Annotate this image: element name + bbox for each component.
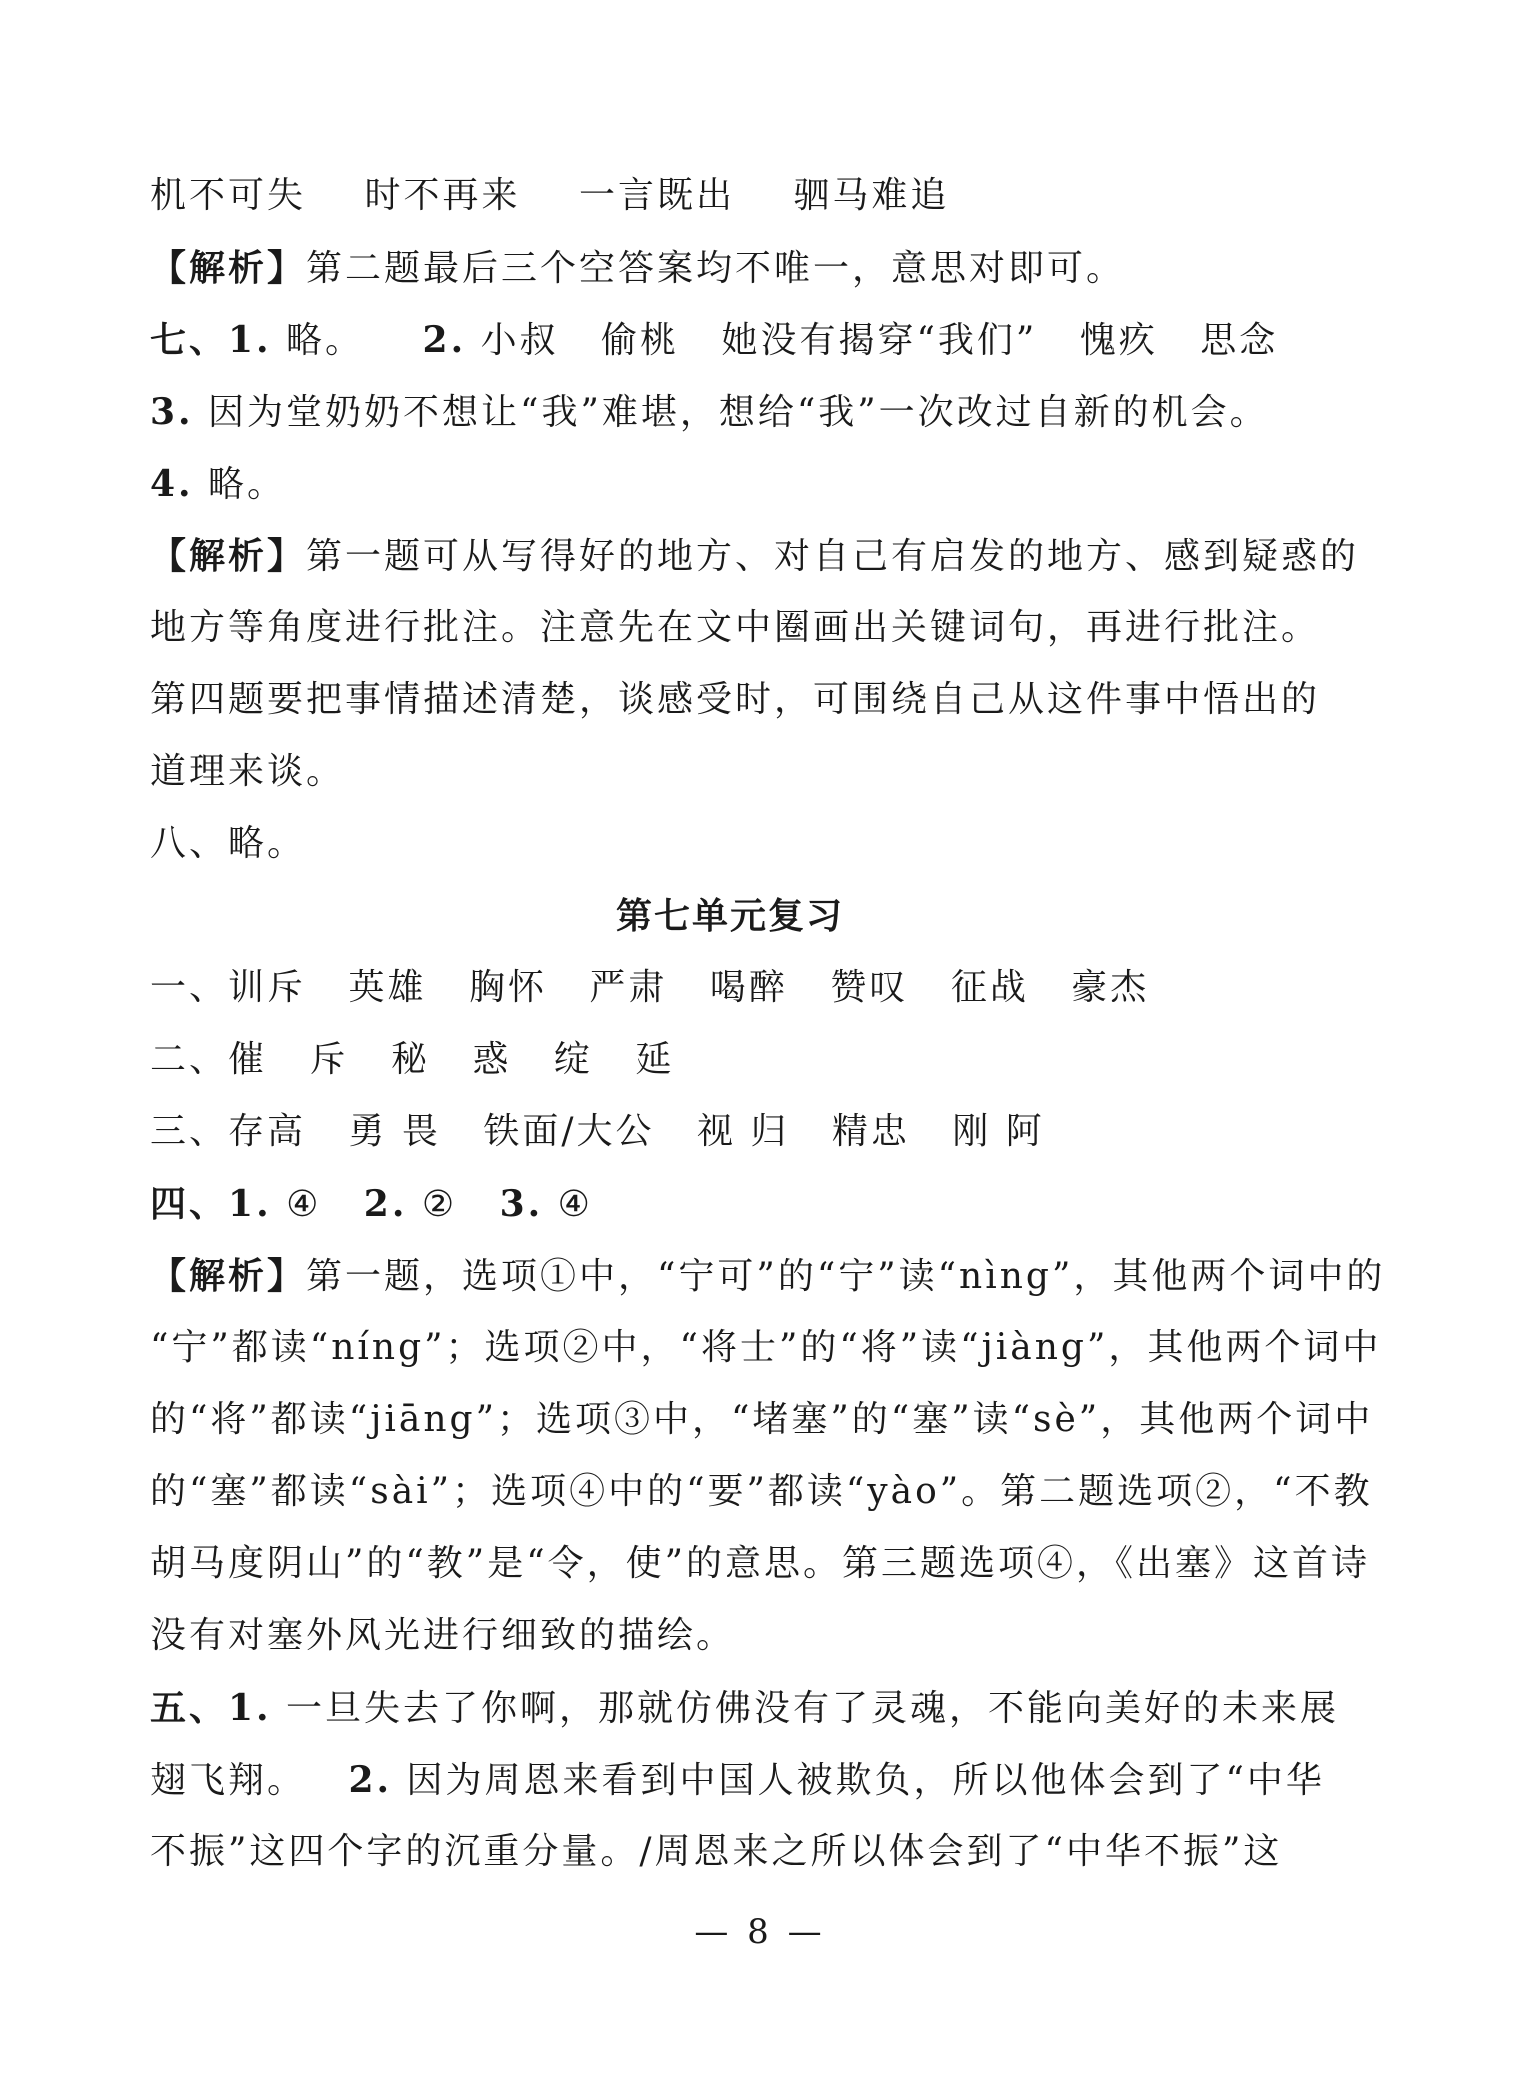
answer-item: 胸怀 — [468, 967, 547, 1008]
answer-text: 因为周恩来看到中国人被欺负，所以他体会到了“中华 — [406, 1760, 1325, 1801]
analysis-tag: 【解析】 — [150, 535, 307, 577]
section-heading: 第七单元复习 — [615, 895, 844, 937]
answer-text: 略。 — [208, 464, 287, 505]
answer-item: 严肃 — [589, 967, 668, 1008]
question-label: 四、 — [150, 1183, 229, 1225]
answer-item: 她没有揭穿“我们” — [721, 320, 1038, 361]
paragraph-line: 第四题要把事情描述清楚，谈感受时，可围绕自己从这件事中悟出的 — [150, 679, 1321, 720]
answer-line — [150, 376, 1310, 448]
paragraph-line: 地方等角度进行批注。注意先在文中圈画出关键词句，再进行批注。 — [150, 607, 1321, 648]
answer-item: 征战 — [950, 967, 1029, 1008]
analysis-text: 第一题可从写得好的地方、对自己有启发的地方、感到疑惑的 — [306, 536, 1360, 577]
answer-line-2 — [150, 1024, 1310, 1096]
answer-item: 绽 — [553, 1039, 593, 1080]
answer-item: 思念 — [1200, 320, 1279, 361]
analysis-text: 第一题，选项①中，“宁可”的“宁”读“nìng”，其他两个词中的 — [306, 1256, 1386, 1297]
answer-item: 视 归 — [696, 1111, 790, 1152]
idiom-1: 机不可失 — [150, 175, 307, 216]
answer-line — [150, 1744, 1325, 1816]
analysis-line — [150, 232, 1310, 304]
analysis-tag: 【解析】 — [150, 1255, 307, 1297]
question-number: 3. — [499, 1183, 544, 1225]
analysis-line — [150, 520, 1360, 592]
paragraph-line: 胡马度阴山”的“教”是“令，使”的意思。第三题选项④，《出塞》这首诗 — [150, 1543, 1371, 1584]
question-label: 4. — [150, 463, 194, 505]
answer-item: ④ — [286, 1184, 322, 1225]
analysis-line — [150, 1240, 1386, 1312]
paragraph-line: 不振”这四个字的沉重分量。/周恩来之所以体会到了“中华不振”这 — [150, 1831, 1283, 1872]
answer-item: 英雄 — [348, 967, 427, 1008]
question-label: 二、 — [150, 1039, 229, 1080]
analysis-text: 第二题最后三个空答案均不唯一，意思对即可。 — [306, 248, 1126, 289]
answer-line-3 — [150, 1096, 1310, 1168]
question-label: 一、 — [150, 967, 229, 1008]
answer-item: 斥 — [309, 1039, 349, 1080]
question-label: 七、1. — [150, 319, 272, 361]
analysis-tag: 【解析】 — [150, 247, 307, 289]
idiom-2: 时不再来 — [364, 175, 521, 216]
question-label: 2. — [422, 319, 467, 361]
answer-text: 翅飞翔。 — [150, 1760, 307, 1801]
answer-line-4 — [150, 1168, 1310, 1240]
question-label: 三、 — [150, 1111, 229, 1152]
answer-line — [150, 448, 1310, 520]
answer-text: 因为堂奶奶不想让“我”难堪，想给“我”一次改过自新的机会。 — [208, 392, 1269, 433]
paragraph-line: 的“塞”都读“sài”；选项④中的“要”都读“yào”。第二题选项②，“不教 — [150, 1471, 1373, 1512]
answer-item: 训斥 — [228, 967, 307, 1008]
answer-item: ④ — [557, 1184, 593, 1225]
answer-item: 勇 畏 — [348, 1111, 441, 1152]
answer-item: 延 — [635, 1039, 675, 1080]
paragraph-line: 没有对塞外风光进行细致的描绘。 — [150, 1615, 736, 1656]
question-label: 3. — [150, 391, 194, 433]
paragraph-line: 的“将”都读“jiāng”；选项③中，“堵塞”的“塞”读“sè”，其他两个词中 — [150, 1399, 1374, 1440]
answer-item: 刚 阿 — [952, 1111, 1045, 1152]
question-label: 2. — [348, 1759, 393, 1801]
answer-item: 催 — [228, 1039, 268, 1080]
answer-page — [150, 160, 1386, 1888]
answer-item: 存高 — [228, 1111, 307, 1152]
idiom-line — [150, 160, 1310, 232]
idiom-3: 一言既出 — [578, 175, 735, 216]
answer-item: 秘 — [390, 1039, 430, 1080]
paragraph-line: “宁”都读“níng”；选项②中，“将士”的“将”读“jiàng”，其他两个词中 — [150, 1327, 1382, 1368]
answer-line-7 — [150, 304, 1310, 376]
answer-item: 偷桃 — [601, 320, 680, 361]
answer-item: 小叔 — [480, 320, 559, 361]
answer-item: 豪杰 — [1071, 967, 1150, 1008]
answer-item: 喝醉 — [709, 967, 788, 1008]
answer-line-8: 八、略。 — [150, 823, 307, 864]
answer-line-5 — [150, 1672, 1340, 1744]
question-number: 2. — [363, 1183, 408, 1225]
question-label: 五、1. — [150, 1687, 272, 1729]
answer-text: 略。 — [286, 320, 365, 361]
answer-item: 铁面/大公 — [483, 1111, 655, 1152]
answer-text: 一旦失去了你啊，那就仿佛没有了灵魂，不能向美好的未来展 — [286, 1688, 1340, 1729]
question-number: 1. — [228, 1183, 272, 1225]
idiom-4: 驷马难追 — [793, 175, 950, 216]
answer-item: ② — [421, 1184, 458, 1225]
answer-item: 惑 — [472, 1039, 512, 1080]
paragraph-line: 道理来谈。 — [150, 751, 346, 792]
answer-item: 愧疚 — [1079, 320, 1158, 361]
page-number: — 8 — — [694, 1912, 826, 1952]
answer-item: 精忠 — [831, 1111, 910, 1152]
answer-line-1 — [150, 952, 1310, 1024]
answer-item: 赞叹 — [830, 967, 909, 1008]
